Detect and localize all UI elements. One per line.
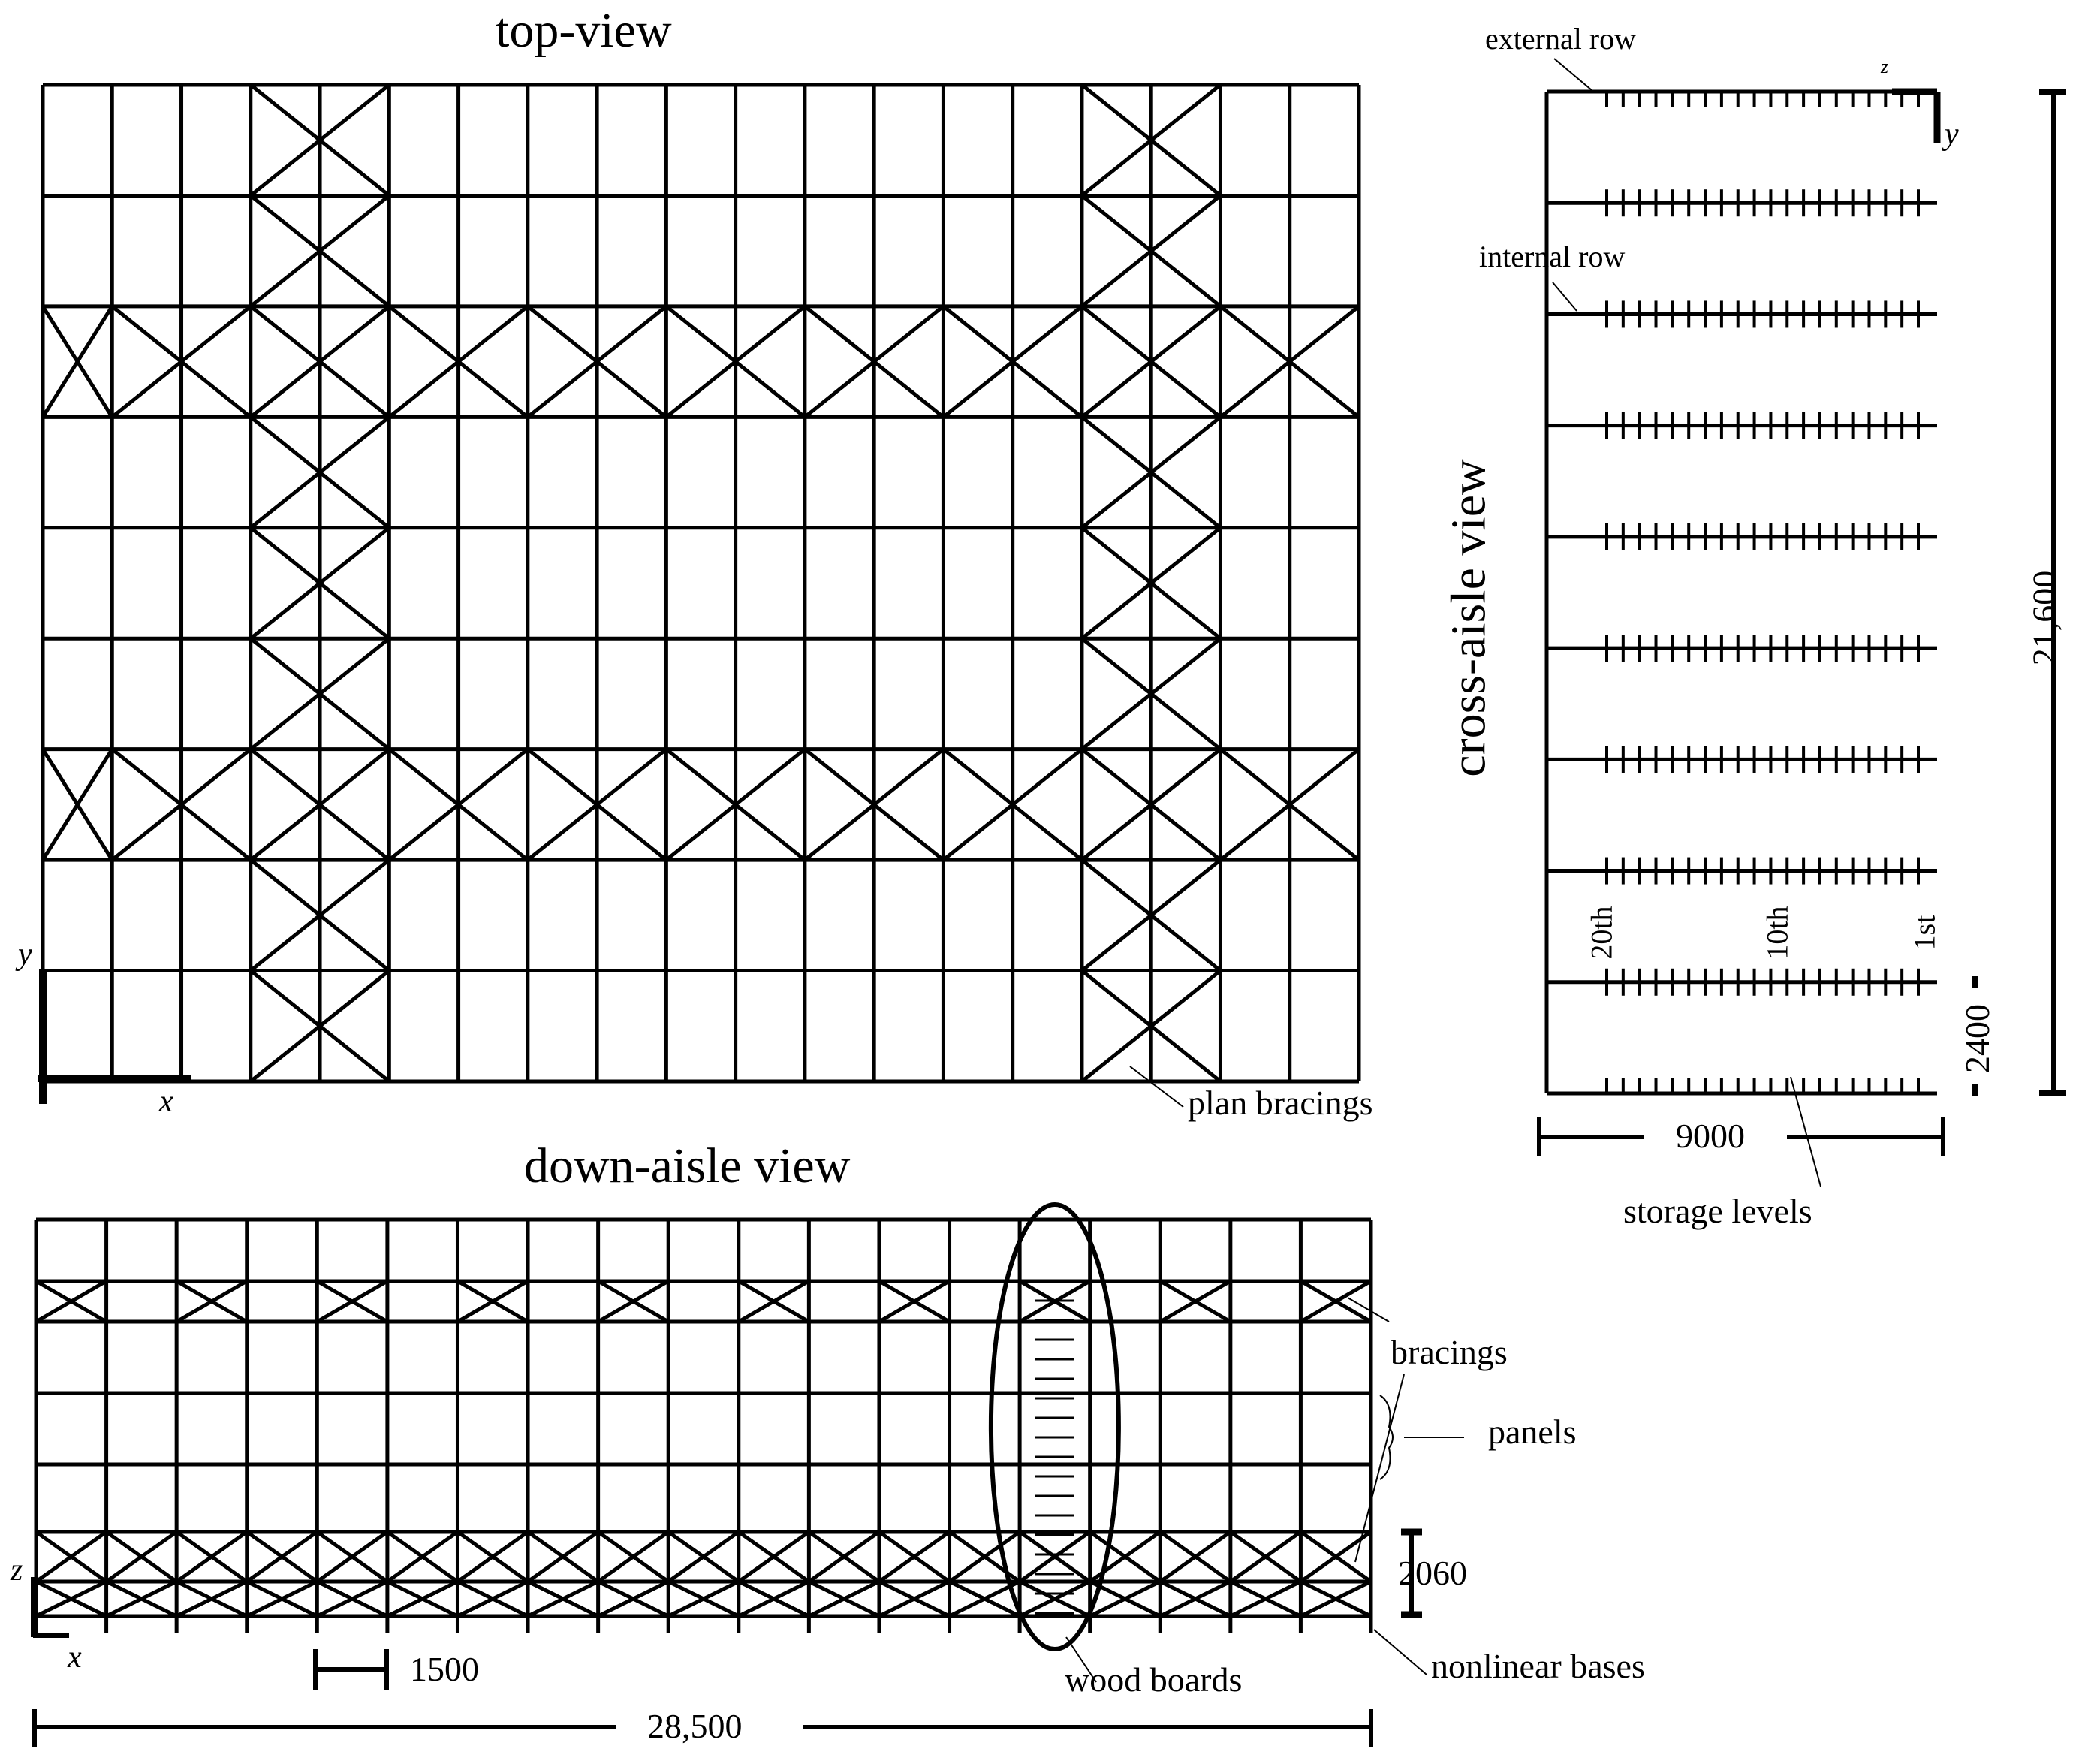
dim-panel-height: 2060 xyxy=(1398,1554,1467,1592)
dim-bay-width: 1500 xyxy=(410,1650,479,1688)
dim-level-spacing: 2400 xyxy=(1958,1004,1996,1073)
cross-axis-y: y xyxy=(1945,117,1959,152)
storage-levels-label: storage levels xyxy=(1623,1192,1812,1230)
panels-label: panels xyxy=(1488,1413,1577,1451)
cross-axis-z: z xyxy=(1881,56,1889,77)
level-label-10th: 10th xyxy=(1760,906,1794,960)
external-row-label: external row xyxy=(1485,22,1637,56)
top-view-frame xyxy=(38,85,1359,1107)
down-aisle-title: down-aisle view xyxy=(524,1138,851,1193)
top-view-title: top-view xyxy=(496,3,672,58)
down-axis-x: x xyxy=(68,1640,82,1675)
nonlinear-bases-label: nonlinear bases xyxy=(1431,1647,1645,1685)
dim-cross-width: 9000 xyxy=(1676,1117,1745,1155)
level-label-1st: 1st xyxy=(1907,915,1942,951)
top-view-axis-y: y xyxy=(18,937,32,972)
down-axis-z: z xyxy=(11,1553,23,1588)
internal-row-label: internal row xyxy=(1479,240,1626,273)
plan-bracings-label: plan bracings xyxy=(1188,1084,1373,1122)
bracings-label: bracings xyxy=(1391,1333,1508,1371)
dim-total-height: 21,600 xyxy=(2025,570,2064,666)
top-view-axis-x: x xyxy=(159,1084,173,1119)
down-aisle-frame xyxy=(33,1205,1464,1682)
cross-aisle-title: cross-aisle view xyxy=(1441,459,1496,777)
level-label-20th: 20th xyxy=(1584,906,1619,960)
dim-total-length: 28,500 xyxy=(647,1707,743,1745)
wood-boards-label: wood boards xyxy=(1065,1660,1243,1699)
